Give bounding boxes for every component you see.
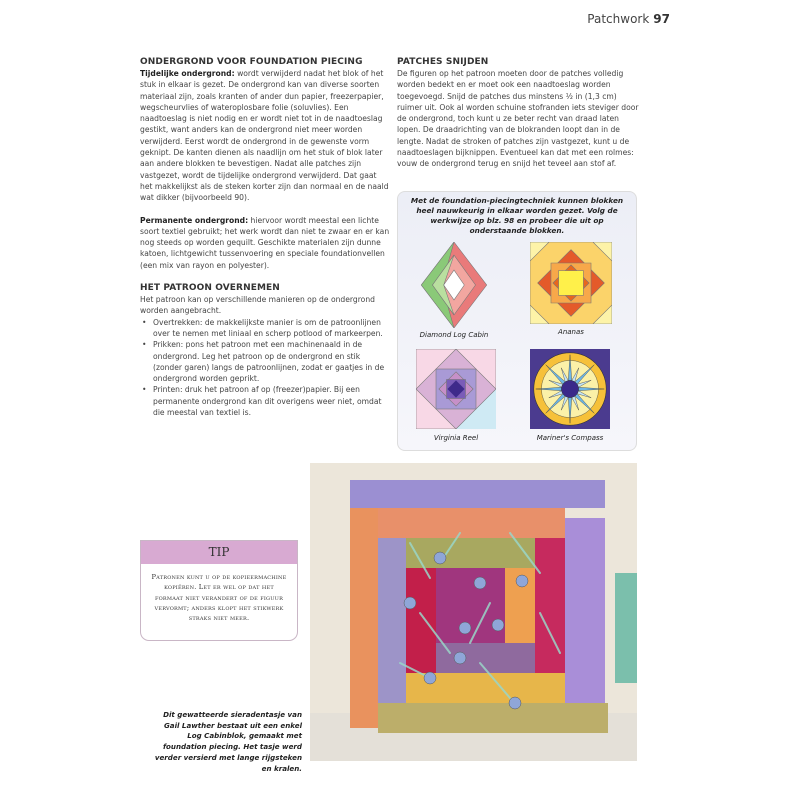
page-number: 97 (653, 12, 670, 26)
caption-ananas: Ananas (558, 328, 584, 336)
paragraph-cutting: De figuren op het patroon moeten door de patches volledig worden bedekt en er moet ook een naadtoeslag worden toegevoegd. Snijd de patches dus minstens ½ in (1,3 cm) ruimer uit. Ook al worden schuine stofranden iets steviger door de ondergrond, toch kunt u ze beter recht van draad laten lopen. De draadrichting van de blokranden loopt dan in de lengte. Nadat de stroken of patches zijn vastgezet, kunt u de naadtoeslagen bijknippen. Eventueel kan dat met een rolmes: vouw de ondergrond terug en snijd het teveel aan stof af. (397, 69, 639, 169)
quilted-pouch-photo (310, 463, 637, 761)
list-item: • Printen: druk het patroon af op (freezer)papier. Bij een permanente ondergrond kan dit overigens weer niet, omdat die meestal van textiel is. (140, 384, 390, 418)
right-column (397, 56, 639, 170)
running-header (587, 12, 670, 26)
block-figure (397, 191, 637, 451)
paragraph-temporary: Tijdelijke ondergrond: wordt verwijderd nadat het blok of het stuk in elkaar is gezet. De ondergrond kan van diverse soorten materiaal zijn, zoals kranten of ander dun papier, freezerpapier, wegscheurvlies of wateroplosbare folie (soluvlies). Een naadtoeslag is niet nodig en er wordt niet tot in de naadtoeslag gestikt, want anders kan de ondergrond niet meer worden verwijderd. Eerst wordt de ondergrond in de gewenste vorm geknipt. De kanten dienen als naadlijn om het stuk of blok later aan andere blokken te bevestigen. Nadat alle patches zijn vastgezet, wordt de tijdelijke ondergrond verwijderd. Dat gaat het makkelijkst als de steken korter zijn dan normaal en de naald wat dikker (bijvoorbeeld 90). (140, 69, 389, 203)
paragraph-permanent: Permanente ondergrond: hiervoor wordt meestal een lichte soort textiel gebruikt; het werk wordt dan niet te zwaar en er kan nog steeds op worden gequilt. Geschikte materialen zijn dunne katoen, lichtgewicht tussenvoering en speciale foundationvellen (een mix van rayon en polyester). (140, 215, 390, 270)
heading-cutting: PATCHES SNIJDEN (397, 57, 489, 67)
caption-diamond-log-cabin: Diamond Log Cabin (419, 331, 489, 339)
paragraph-pattern: Het patroon kan op verschillende manieren op de ondergrond worden aangebracht. (140, 295, 375, 316)
section-title: Patchwork (587, 12, 650, 26)
virginia-reel-block (416, 349, 496, 429)
figure-intro: Met de foundation-piecingtechniek kunnen blokken heel nauwkeurig in elkaar worden gezet. Volg de werkwijze op blz. 98 en probeer die uit op onderstaande blokken. (410, 196, 624, 235)
list-item: • Overtrekken: de makkelijkste manier is om de patroonlijnen over te nemen met liniaal en scherp potlood of markeerpen. (140, 317, 390, 340)
method-list (140, 317, 390, 419)
caption-mariners-compass: Mariner's Compass (536, 434, 604, 442)
mariners-compass-block (530, 349, 610, 429)
caption-virginia-reel: Virginia Reel (433, 434, 479, 442)
ananas-block (530, 242, 612, 324)
tip-title: TIP (141, 541, 297, 564)
tip-box (140, 540, 298, 641)
tip-text: Patronen kunt u op de kopieermachine kopiëren. Let er wel op dat het formaat niet verandert of de figuur vervormt; anders klopt het stikwerk straks niet meer. (151, 573, 287, 623)
list-item: • Prikken: pons het patroon met een machinenaald in de ondergrond. Leg het patroon op de ondergrond en stik (zonder garen) langs de patroonlijnen, zodat er gaatjes in de ondergrond worden geprikt. (140, 339, 390, 384)
diamond-log-cabin-block (421, 242, 487, 328)
photo-caption: Dit gewatteerde sieradentasje van Gail Lawther bestaat uit een enkel Log Cabinblok, gemaakt met foundation piecing. Het tasje werd verder versierd met lange rijgsteken en kralen. (154, 710, 302, 773)
heading-foundation: ONDERGROND VOOR FOUNDATION PIECING (140, 57, 363, 67)
heading-pattern: HET PATROON OVERNEMEN (140, 283, 280, 294)
left-column (140, 56, 390, 418)
